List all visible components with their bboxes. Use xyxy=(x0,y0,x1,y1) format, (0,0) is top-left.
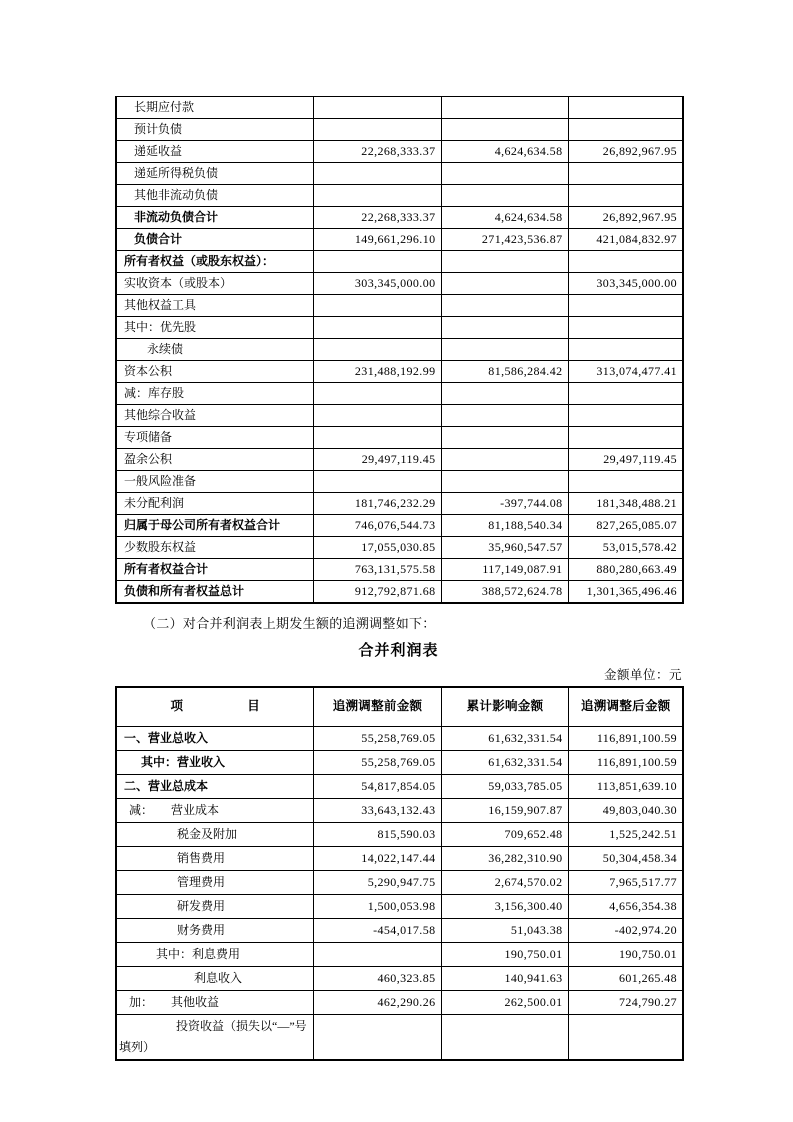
value-cell: 50,304,458.34 xyxy=(568,847,683,871)
value-cell: -402,974.20 xyxy=(568,919,683,943)
value-cell: 4,624,634.58 xyxy=(441,207,568,229)
value-cell: 16,159,907.87 xyxy=(441,799,568,823)
table-row xyxy=(116,383,683,405)
value-cell: 388,572,624.78 xyxy=(441,581,568,604)
value-cell xyxy=(568,383,683,405)
value-cell: 1,500,053.98 xyxy=(313,895,441,919)
value-cell xyxy=(441,405,568,427)
value-cell: 116,891,100.59 xyxy=(568,751,683,775)
value-cell xyxy=(441,471,568,493)
value-cell: 303,345,000.00 xyxy=(313,273,441,295)
value-cell: 117,149,087.91 xyxy=(441,559,568,581)
table-row xyxy=(116,339,683,361)
value-cell: 815,590.03 xyxy=(313,823,441,847)
value-cell xyxy=(313,185,441,207)
table-row xyxy=(116,537,683,559)
table-row xyxy=(116,919,683,943)
value-cell xyxy=(441,119,568,141)
value-cell: 709,652.48 xyxy=(441,823,568,847)
item-label: 加： 其他收益 xyxy=(116,991,313,1015)
value-cell: 4,656,354.38 xyxy=(568,895,683,919)
value-cell xyxy=(313,163,441,185)
item-label: 盈余公积 xyxy=(116,449,313,471)
value-cell: 33,643,132.43 xyxy=(313,799,441,823)
value-cell xyxy=(313,405,441,427)
column-header: 累计影响金额 xyxy=(441,687,568,727)
page-content xyxy=(115,96,682,1061)
value-cell: 1,301,365,496.46 xyxy=(568,581,683,604)
value-cell: 4,624,634.58 xyxy=(441,141,568,163)
value-cell xyxy=(313,471,441,493)
value-cell xyxy=(313,251,441,273)
item-label: 管理费用 xyxy=(116,871,313,895)
value-cell: 17,055,030.85 xyxy=(313,537,441,559)
value-cell: 303,345,000.00 xyxy=(568,273,683,295)
value-cell xyxy=(568,163,683,185)
value-cell xyxy=(568,317,683,339)
value-cell xyxy=(441,383,568,405)
value-cell: 601,265.48 xyxy=(568,967,683,991)
table-row xyxy=(116,295,683,317)
value-cell: 26,892,967.95 xyxy=(568,207,683,229)
table-row xyxy=(116,185,683,207)
item-label: 减：库存股 xyxy=(116,383,313,405)
item-label: 少数股东权益 xyxy=(116,537,313,559)
table-row xyxy=(116,559,683,581)
item-label: 专项储备 xyxy=(116,427,313,449)
value-cell xyxy=(441,317,568,339)
item-label: 其中：营业收入 xyxy=(116,751,313,775)
value-cell: 724,790.27 xyxy=(568,991,683,1015)
value-cell: 81,188,540.34 xyxy=(441,515,568,537)
value-cell: 113,851,639.10 xyxy=(568,775,683,799)
table-row xyxy=(116,405,683,427)
income-statement-table xyxy=(115,686,684,1061)
value-cell: 181,348,488.21 xyxy=(568,493,683,515)
value-cell: 5,290,947.75 xyxy=(313,871,441,895)
value-cell: 181,746,232.29 xyxy=(313,493,441,515)
table-row xyxy=(116,775,683,799)
item-label: 长期应付款 xyxy=(116,97,313,119)
item-label: 实收资本（或股本） xyxy=(116,273,313,295)
income-statement-title: 合并利润表 xyxy=(358,643,439,659)
item-label: 预计负债 xyxy=(116,119,313,141)
table-row xyxy=(116,493,683,515)
table-row xyxy=(116,751,683,775)
item-label: 资本公积 xyxy=(116,361,313,383)
item-label: 研发费用 xyxy=(116,895,313,919)
table-row xyxy=(116,471,683,493)
item-label: 销售费用 xyxy=(116,847,313,871)
value-cell: 26,892,967.95 xyxy=(568,141,683,163)
item-label: 二、营业总成本 xyxy=(116,775,313,799)
value-cell xyxy=(568,339,683,361)
unit-label: 金额单位：元 xyxy=(603,668,682,682)
value-cell: 7,965,517.77 xyxy=(568,871,683,895)
value-cell: 22,268,333.37 xyxy=(313,141,441,163)
table-row xyxy=(116,823,683,847)
item-label: 利息收入 xyxy=(116,967,313,991)
value-cell xyxy=(441,97,568,119)
item-label: 递延所得税负债 xyxy=(116,163,313,185)
item-label: 一、营业总收入 xyxy=(116,727,313,751)
table-row xyxy=(116,847,683,871)
header-row xyxy=(116,687,683,727)
value-cell: 421,084,832.97 xyxy=(568,229,683,251)
value-cell xyxy=(313,119,441,141)
item-label: 非流动负债合计 xyxy=(116,207,313,229)
value-cell xyxy=(568,427,683,449)
table-row xyxy=(116,427,683,449)
table-row xyxy=(116,515,683,537)
table-row xyxy=(116,727,683,751)
value-cell: 262,500.01 xyxy=(441,991,568,1015)
value-cell: 763,131,575.58 xyxy=(313,559,441,581)
table-row xyxy=(116,119,683,141)
item-label: 所有者权益合计 xyxy=(116,559,313,581)
value-cell xyxy=(568,405,683,427)
item-label: 其中：优先股 xyxy=(116,317,313,339)
value-cell: 61,632,331.54 xyxy=(441,751,568,775)
value-cell: 22,268,333.37 xyxy=(313,207,441,229)
value-cell: 29,497,119.45 xyxy=(313,449,441,471)
value-cell: 912,792,871.68 xyxy=(313,581,441,604)
item-label: 投资收益（损失以“—”号填列） xyxy=(116,1015,313,1061)
value-cell: 271,423,536.87 xyxy=(441,229,568,251)
column-header: 追溯调整前金额 xyxy=(313,687,441,727)
table-row xyxy=(116,251,683,273)
table-row xyxy=(116,943,683,967)
value-cell: 149,661,296.10 xyxy=(313,229,441,251)
value-cell: 462,290.26 xyxy=(313,991,441,1015)
value-cell: 1,525,242.51 xyxy=(568,823,683,847)
value-cell xyxy=(313,383,441,405)
table-row xyxy=(116,163,683,185)
value-cell: 231,488,192.99 xyxy=(313,361,441,383)
value-cell: 29,497,119.45 xyxy=(568,449,683,471)
value-cell: 81,586,284.42 xyxy=(441,361,568,383)
value-cell xyxy=(568,119,683,141)
value-cell xyxy=(441,295,568,317)
value-cell: 14,022,147.44 xyxy=(313,847,441,871)
value-cell: 55,258,769.05 xyxy=(313,751,441,775)
table-row xyxy=(116,361,683,383)
table-row xyxy=(116,141,683,163)
value-cell: 313,074,477.41 xyxy=(568,361,683,383)
value-cell xyxy=(568,185,683,207)
item-label: 所有者权益（或股东权益）： xyxy=(116,251,313,273)
table-row xyxy=(116,97,683,119)
value-cell: 2,674,570.02 xyxy=(441,871,568,895)
table-row xyxy=(116,229,683,251)
value-cell: 880,280,663.49 xyxy=(568,559,683,581)
value-cell: 35,960,547.57 xyxy=(441,537,568,559)
table-row xyxy=(116,207,683,229)
value-cell: -397,744.08 xyxy=(441,493,568,515)
column-header: 追溯调整后金额 xyxy=(568,687,683,727)
table-row xyxy=(116,895,683,919)
value-cell: 61,632,331.54 xyxy=(441,727,568,751)
item-label: 永续债 xyxy=(116,339,313,361)
value-cell xyxy=(313,1015,441,1061)
item-label: 税金及附加 xyxy=(116,823,313,847)
value-cell xyxy=(441,449,568,471)
value-cell xyxy=(441,273,568,295)
value-cell: 827,265,085.07 xyxy=(568,515,683,537)
value-cell: 190,750.01 xyxy=(568,943,683,967)
value-cell: 140,941.63 xyxy=(441,967,568,991)
value-cell: 190,750.01 xyxy=(441,943,568,967)
value-cell xyxy=(441,339,568,361)
value-cell xyxy=(313,295,441,317)
value-cell: 55,258,769.05 xyxy=(313,727,441,751)
value-cell xyxy=(441,163,568,185)
value-cell: 49,803,040.30 xyxy=(568,799,683,823)
value-cell xyxy=(568,295,683,317)
value-cell: 746,076,544.73 xyxy=(313,515,441,537)
item-label: 递延收益 xyxy=(116,141,313,163)
value-cell: 460,323.85 xyxy=(313,967,441,991)
column-header: 项 目 xyxy=(116,687,313,727)
table-row xyxy=(116,991,683,1015)
value-cell xyxy=(441,427,568,449)
table-row xyxy=(116,871,683,895)
item-label: 归属于母公司所有者权益合计 xyxy=(116,515,313,537)
table-row xyxy=(116,317,683,339)
item-label: 负债合计 xyxy=(116,229,313,251)
item-label: 其中：利息费用 xyxy=(116,943,313,967)
value-cell xyxy=(568,471,683,493)
value-cell: 36,282,310.90 xyxy=(441,847,568,871)
value-cell: 3,156,300.40 xyxy=(441,895,568,919)
value-cell xyxy=(441,251,568,273)
table-row xyxy=(116,273,683,295)
value-cell xyxy=(568,97,683,119)
item-label: 其他非流动负债 xyxy=(116,185,313,207)
value-cell: 54,817,854.05 xyxy=(313,775,441,799)
table-row xyxy=(116,967,683,991)
value-cell xyxy=(313,317,441,339)
table-row xyxy=(116,449,683,471)
item-label: 未分配利润 xyxy=(116,493,313,515)
value-cell: 53,015,578.42 xyxy=(568,537,683,559)
value-cell xyxy=(441,185,568,207)
value-cell: 51,043.38 xyxy=(441,919,568,943)
item-label: 其他权益工具 xyxy=(116,295,313,317)
section-note: （二）对合并利润表上期发生额的追溯调整如下： xyxy=(143,616,436,631)
value-cell xyxy=(313,339,441,361)
value-cell xyxy=(313,943,441,967)
item-label: 财务费用 xyxy=(116,919,313,943)
balance-sheet-table xyxy=(115,96,684,604)
value-cell: 59,033,785.05 xyxy=(441,775,568,799)
value-cell xyxy=(441,1015,568,1061)
item-label: 一般风险准备 xyxy=(116,471,313,493)
value-cell xyxy=(313,427,441,449)
item-label: 减： 营业成本 xyxy=(116,799,313,823)
value-cell xyxy=(313,97,441,119)
value-cell xyxy=(568,1015,683,1061)
item-label: 其他综合收益 xyxy=(116,405,313,427)
item-label: 负债和所有者权益总计 xyxy=(116,581,313,604)
value-cell xyxy=(568,251,683,273)
table-row xyxy=(116,799,683,823)
value-cell: -454,017.58 xyxy=(313,919,441,943)
table-row xyxy=(116,581,683,604)
value-cell: 116,891,100.59 xyxy=(568,727,683,751)
table-row xyxy=(116,1015,683,1061)
